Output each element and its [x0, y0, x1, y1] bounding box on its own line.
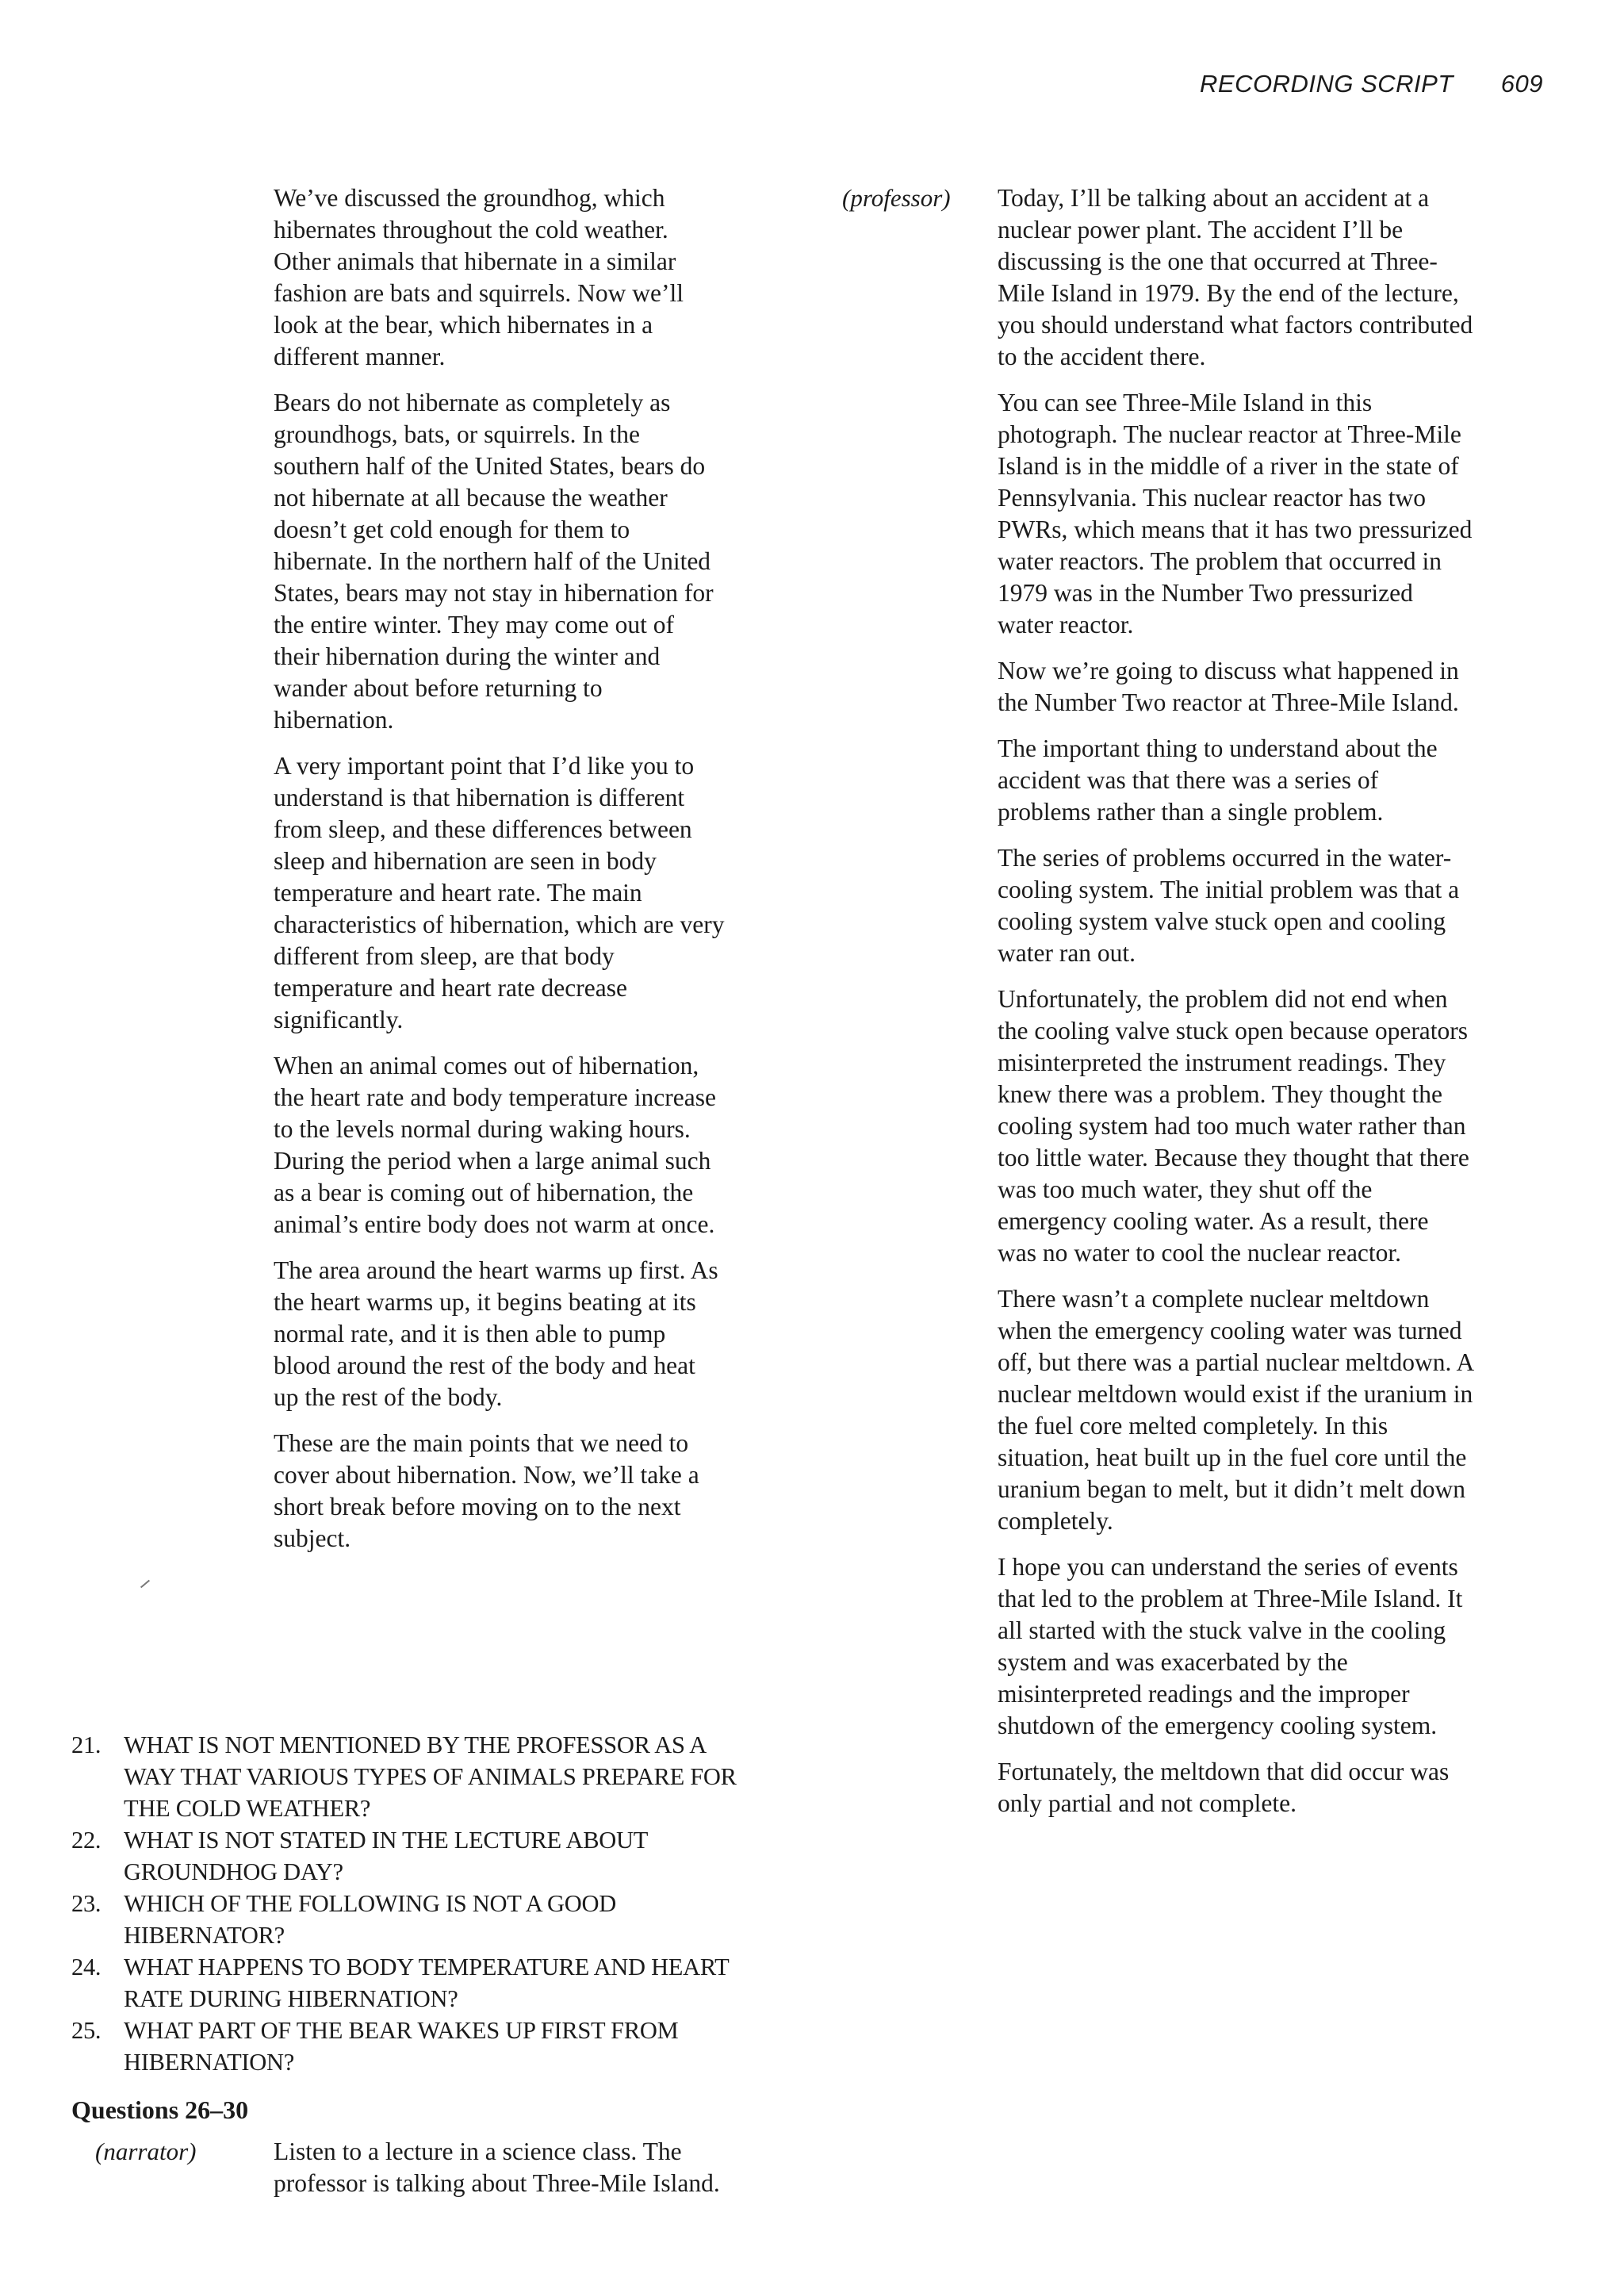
- question-text: WHAT PART OF THE BEAR WAKES UP FIRST FROM HIBERNATION?: [124, 2017, 679, 2076]
- paragraph: Bears do not hibernate as completely as groundhogs, bats, or squirrels. In the southern half of the United States, bears do not hibernate at all because the weather doesn’t get cold enough for them to hibernate. In the northern half of the United States, bears may not stay in hibernation for the entire winter. They may come out of their hibernation during the winter and wander about before returning to hibernation.: [274, 389, 714, 734]
- paragraph: The important thing to understand about the accident was that there was a series of problems rather than a single problem.: [998, 734, 1438, 826]
- paragraph: When an animal comes out of hibernation, the heart rate and body temperature increase to the levels normal during waking hours. During the period when a large animal such as a bear is coming out of hibernation, the animal’s entire body does not warm at once.: [274, 1052, 716, 1238]
- left-column: [274, 182, 726, 1569]
- section-heading: Questions 26–30: [71, 2095, 249, 2124]
- question-text: WHAT IS NOT STATED IN THE LECTURE ABOUT GROUNDHOG DAY?: [124, 1827, 648, 1885]
- question-number: 21.: [71, 1731, 102, 1758]
- question-list: [71, 1729, 753, 2078]
- paragraph: Fortunately, the meltdown that did occur was only partial and not complete.: [998, 1758, 1450, 1817]
- right-column: [998, 182, 1473, 1834]
- paragraph: Now we’re going to discuss what happened in the Number Two reactor at Three-Mile Island.: [998, 657, 1459, 716]
- question-number: 23.: [71, 1890, 102, 1917]
- paragraph: I hope you can understand the series of events that led to the problem at Three-Mile Island. It all started with the stuck valve in the cooling system and was exacerbated by the misinterpreted readings and the improper shutdown of the emergency cooling system.: [998, 1553, 1463, 1739]
- page-number: 609: [1500, 70, 1543, 98]
- paragraph: These are the main points that we need to cover about hibernation. Now, we’ll take a short break before moving on to the next subject.: [274, 1429, 699, 1552]
- narrator-label: (narrator): [95, 2138, 197, 2165]
- paragraph: The series of problems occurred in the water-cooling system. The initial problem was that a cooling system valve stuck open and cooling water ran out.: [998, 844, 1460, 967]
- question-number: 24.: [71, 1954, 102, 1980]
- paragraph: Unfortunately, the problem did not end when the cooling valve stuck open because operators misinterpreted the instrument readings. They knew there was a problem. They thought the cooling system had too much water rather than too little water. Because they thought that there was too much water, they shut off the emergency cooling water. As a result, there was no water to cool the nuclear reactor.: [998, 985, 1469, 1267]
- question-item: [71, 1951, 753, 2015]
- paragraph: You can see Three-Mile Island in this photograph. The nuclear reactor at Three-Mile Island is in the middle of a river in the state of Pennsylvania. This nuclear reactor has two PWRs, which means that it has two pressurized water reactors. The problem that occurred in 1979 was in the Number Two pressurized water reactor.: [998, 389, 1473, 638]
- professor-label: (professor): [842, 184, 951, 212]
- stray-pen-mark: [140, 1580, 150, 1589]
- question-text: WHAT IS NOT MENTIONED BY THE PROFESSOR AS A WAY THAT VARIOUS TYPES OF ANIMALS PREPARE FOR THE COLD WEATHER?: [124, 1731, 737, 1822]
- narrator-text: Listen to a lecture in a science class. The professor is talking about Three-Mile Island.: [274, 2138, 720, 2197]
- question-item: [71, 1729, 753, 1824]
- paragraph: Today, I’ll be talking about an accident at a nuclear power plant. The accident I’ll be discussing is the one that occurred at Three-Mile Island in 1979. By the end of the lecture, you should understand what factors contributed to the accident there.: [998, 184, 1473, 370]
- running-title: RECORDING SCRIPT: [1200, 70, 1454, 98]
- question-text: WHICH OF THE FOLLOWING IS NOT A GOOD HIBERNATOR?: [124, 1890, 616, 1949]
- question-number: 25.: [71, 2017, 102, 2044]
- paragraph: There wasn’t a complete nuclear meltdown when the emergency cooling water was turned off, but there was a partial nuclear meltdown. A nuclear meltdown would exist if the uranium in the fuel core melted completely. In this situation, heat built up in the fuel core until the uranium began to melt, but it didn’t melt down completely.: [998, 1285, 1473, 1535]
- question-text: WHAT HAPPENS TO BODY TEMPERATURE AND HEART RATE DURING HIBERNATION?: [124, 1954, 729, 2012]
- paragraph: A very important point that I’d like you to understand is that hibernation is different from sleep, and these differences between sleep and hibernation are seen in body temperature and heart rate. The main characteristics of hibernation, which are very different from sleep, are that body temperature and heart rate decrease significantly.: [274, 752, 725, 1033]
- paragraph: We’ve discussed the groundhog, which hibernates throughout the cold weather. Other animals that hibernate in a similar fashion are bats and squirrels. Now we’ll look at the bear, which hibernates in a different manner.: [274, 184, 684, 370]
- question-item: [71, 1888, 753, 1951]
- question-number: 22.: [71, 1827, 102, 1854]
- question-item: [71, 2015, 753, 2078]
- page-header: [1200, 70, 1543, 98]
- question-item: [71, 1824, 753, 1888]
- paragraph: The area around the heart warms up first. As the heart warms up, it begins beating at its normal rate, and it is then able to pump blood around the rest of the body and heat up the rest of the body.: [274, 1256, 718, 1411]
